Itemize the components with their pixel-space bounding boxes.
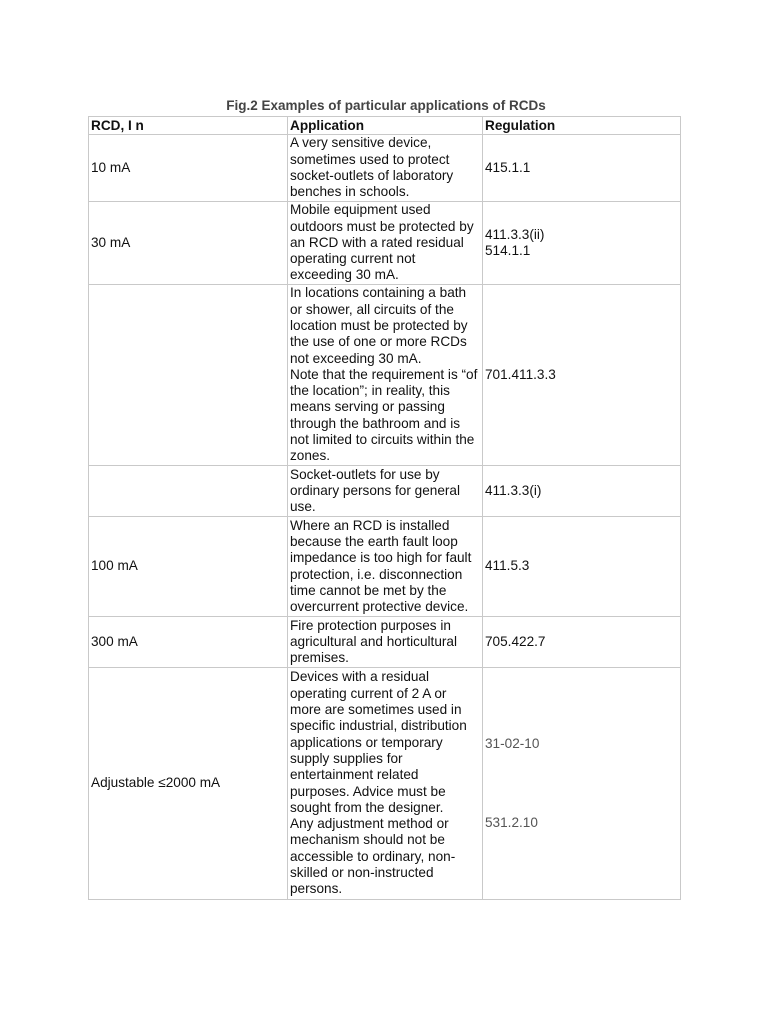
header-rcd: RCD, I n (89, 117, 288, 135)
regulation-cell: 411.3.3(ii) 514.1.1 (483, 202, 681, 285)
application-cell: In locations containing a bath or shower, all circuits of the location must be protected by the use of one or more RCDs not exceeding 30 mA. Note that the requirement is “of the location”; in reality, this means serving or passing through the bathroom and is not limited to circuits within the zones. (288, 285, 483, 466)
regulation-cell: 411.3.3(i) (483, 466, 681, 517)
application-cell: Devices with a residual operating current of 2 A or more are sometimes used in specific industrial, distribution applications or temporary supply supplies for entertainment related purposes. Advice must be sought from the designer. Any adjustment method or mechanism should not be accessible to ordinary, non- skilled or non-instructed persons. (288, 668, 483, 900)
document-page (88, 96, 680, 900)
regulation-cell: 415.1.1 (483, 135, 681, 202)
application-cell: Where an RCD is installed because the earth fault loop impedance is too high for fault protection, i.e. disconnection time cannot be met by the overcurrent protective device. (288, 517, 483, 617)
table-header-row (89, 117, 681, 135)
application-cell: A very sensitive device, sometimes used to protect socket-outlets of laboratory benches in schools. (288, 135, 483, 202)
rcd-cell: 300 mA (89, 617, 288, 668)
rcd-cell: 100 mA (89, 517, 288, 617)
table-row (89, 135, 681, 202)
regulation-item: 531.2.10 (485, 814, 538, 830)
application-cell: Mobile equipment used outdoors must be protected by an RCD with a rated residual operating current not exceeding 30 mA. (288, 202, 483, 285)
header-application: Application (288, 117, 483, 135)
table-row (89, 668, 681, 900)
regulation-cell: 705.422.7 (483, 617, 681, 668)
rcd-cell: 30 mA (89, 202, 288, 285)
table-row (89, 285, 681, 466)
regulation-cell (483, 668, 681, 900)
table-row (89, 617, 681, 668)
regulation-list (485, 736, 678, 831)
regulation-cell: 701.411.3.3 (483, 285, 681, 466)
header-regulation: Regulation (483, 117, 681, 135)
application-cell: Socket-outlets for use by ordinary persons for general use. (288, 466, 483, 517)
rcd-cell: Adjustable ≤2000 mA (89, 668, 288, 900)
application-cell: Fire protection purposes in agricultural and horticultural premises. (288, 617, 483, 668)
table-row (89, 517, 681, 617)
table-caption: Fig.2 Examples of particular applications of RCDs (226, 98, 546, 113)
regulation-cell: 411.5.3 (483, 517, 681, 617)
rcd-cell (89, 285, 288, 466)
table-row (89, 202, 681, 285)
table-row (89, 466, 681, 517)
rcd-cell: 10 mA (89, 135, 288, 202)
rcd-cell (89, 466, 288, 517)
regulation-item: 31-02-10 (485, 736, 540, 752)
rcd-applications-table (88, 116, 681, 900)
